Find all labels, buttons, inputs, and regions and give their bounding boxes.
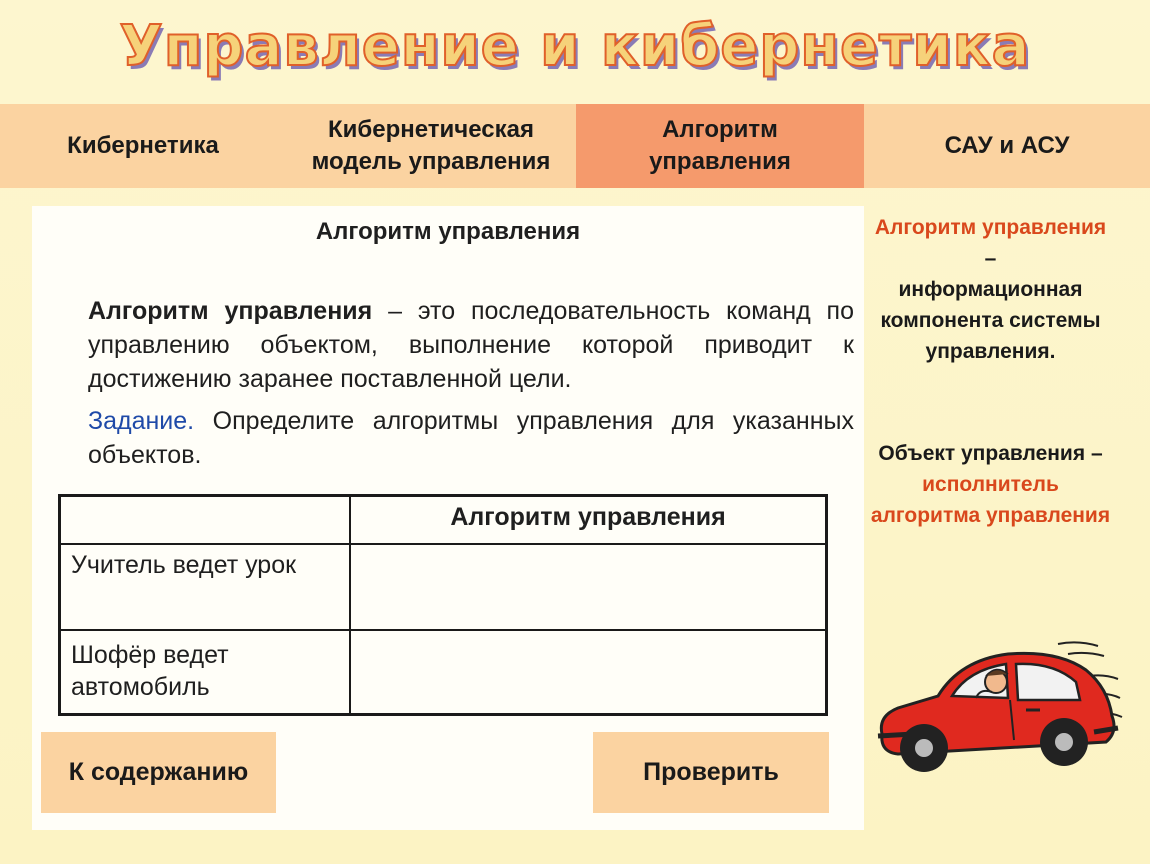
table-header-row: [60, 496, 827, 545]
tab-bar: [0, 104, 1150, 188]
table-cell-object: Учитель ведет урок: [60, 544, 351, 630]
task-paragraph: [88, 404, 854, 472]
tab-cybernetics[interactable]: Кибернетика: [0, 104, 286, 188]
sidebar-dash: –: [984, 247, 997, 270]
table-row: [60, 544, 827, 630]
table-row: [60, 630, 827, 715]
task-label: Задание.: [88, 407, 195, 435]
page-title: Управление и кибернетика: [119, 14, 1031, 79]
contents-button[interactable]: К содержанию: [41, 732, 276, 813]
definition-text: – это последовательность команд по управлению объектом, выполнение которой приводит к достижению заранее поставленной цели.: [88, 297, 854, 393]
car-icon: [868, 636, 1130, 786]
sidebar-dash: –: [1085, 442, 1103, 465]
answer-table: [58, 494, 828, 716]
table-cell-object: Шофёр ведет автомобиль: [60, 630, 351, 715]
tab-cybernetic-model[interactable]: Кибернетическая модель управления: [286, 104, 576, 188]
task-text: Определите алгоритмы управления для указанных объектов.: [88, 407, 854, 469]
sidebar-definition-algorithm: [868, 212, 1113, 367]
definition-term: Алгоритм управления: [88, 297, 373, 325]
table-cell-answer[interactable]: [350, 630, 827, 715]
sidebar-term-algorithm: Алгоритм управления: [874, 216, 1107, 239]
sidebar-term-object: Объект управления: [878, 442, 1086, 465]
section-heading: Алгоритм управления: [315, 218, 581, 245]
table-cell-answer[interactable]: [350, 544, 827, 630]
tab-sau-asu[interactable]: САУ и АСУ: [864, 104, 1150, 188]
check-button[interactable]: Проверить: [593, 732, 829, 813]
table-header-cell-empty: [60, 496, 351, 545]
tab-control-algorithm[interactable]: Алгоритм управления: [576, 104, 864, 188]
sidebar-text-object: исполнитель алгоритма управления: [870, 473, 1111, 527]
definition-paragraph: [88, 294, 854, 396]
table-header-cell-algorithm: Алгоритм управления: [350, 496, 827, 545]
sidebar-text-algorithm: информационная компонента системы управления.: [880, 278, 1101, 363]
sidebar-definition-object: [868, 438, 1113, 531]
